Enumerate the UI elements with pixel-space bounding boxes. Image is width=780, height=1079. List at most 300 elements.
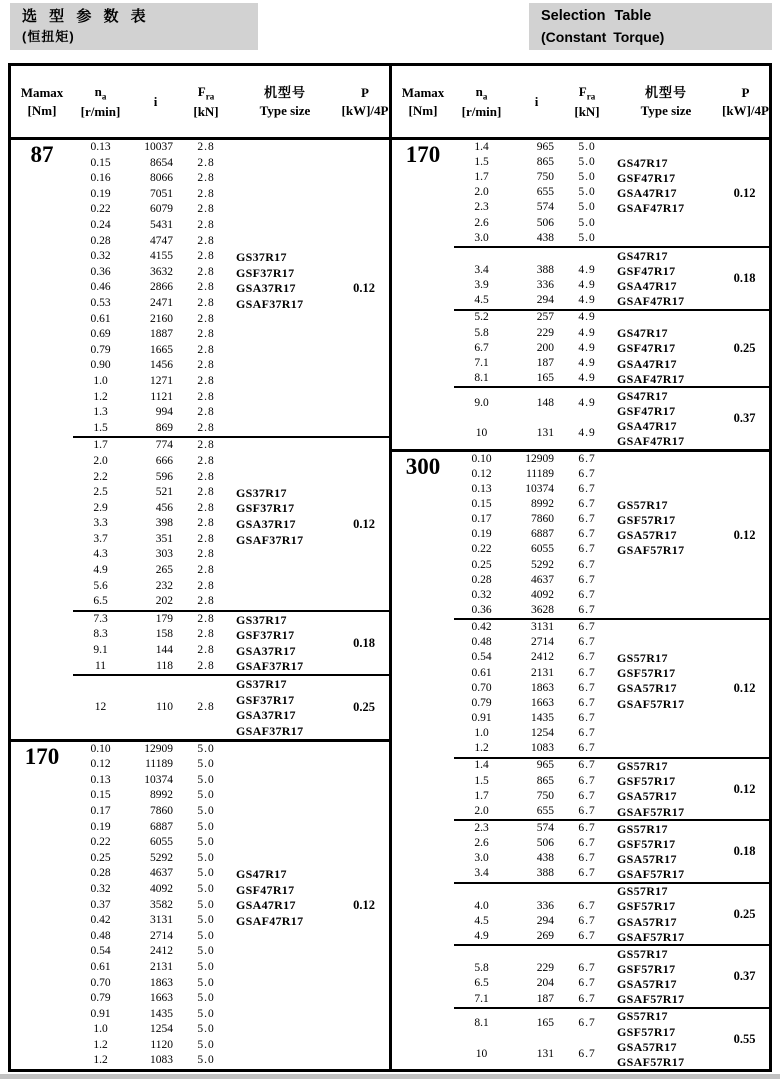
torque-block bbox=[454, 882, 769, 945]
fra-cell: 5.0 bbox=[197, 1023, 215, 1036]
type-cell: GSF57R17 bbox=[617, 962, 676, 977]
fra-cell: 6.7 bbox=[578, 789, 596, 802]
table-row bbox=[73, 579, 389, 595]
fra-cell: 2.8 bbox=[197, 517, 215, 530]
type-cell: GS47R17 bbox=[236, 867, 287, 882]
fra-cell: 6.7 bbox=[578, 636, 596, 649]
table-row bbox=[73, 358, 389, 374]
na-cell: 1.3 bbox=[93, 406, 108, 419]
i-cell: 294 bbox=[536, 294, 554, 307]
type-cell: GSA37R17 bbox=[236, 708, 296, 723]
i-cell: 4092 bbox=[150, 882, 173, 895]
i-cell: 2714 bbox=[531, 636, 554, 649]
i-span-value: 165 bbox=[536, 1017, 554, 1030]
type-cell: GSA57R17 bbox=[617, 914, 677, 929]
i-cell: 3582 bbox=[150, 898, 173, 911]
table-row bbox=[73, 804, 389, 820]
fra-cell: 6.7 bbox=[578, 837, 596, 850]
na-cell: 2.5 bbox=[93, 486, 108, 499]
col-header-mamax: Mamax [Nm] bbox=[401, 84, 445, 118]
na-cell: 1.7 bbox=[93, 439, 108, 452]
col-header-fra: $F_{ra}$ [kN] bbox=[574, 83, 600, 119]
na-cell: 0.22 bbox=[471, 543, 492, 556]
type-cell: GSAF37R17 bbox=[236, 296, 304, 311]
i-cell: 1663 bbox=[150, 992, 173, 1005]
na-cell: 2.9 bbox=[93, 501, 108, 514]
type-cell: GSAF37R17 bbox=[236, 659, 304, 674]
type-cell: GSF37R17 bbox=[236, 628, 295, 643]
torque-block bbox=[454, 452, 769, 619]
fra-cell: 2.8 bbox=[197, 281, 215, 294]
fra-cell: 5.0 bbox=[197, 960, 215, 973]
fra-cell: 2.8 bbox=[197, 172, 215, 185]
na-span-value: 10 bbox=[475, 426, 488, 439]
i-cell: 4155 bbox=[150, 250, 173, 263]
na-cell: 4.5 bbox=[474, 294, 489, 307]
type-cell: GSAF37R17 bbox=[236, 723, 304, 738]
p-span-value: 0.12 bbox=[353, 280, 375, 295]
i-span-value: 110 bbox=[156, 700, 173, 713]
table-row bbox=[454, 666, 769, 681]
i-cell: 438 bbox=[536, 231, 554, 244]
type-cell: GSA47R17 bbox=[236, 898, 296, 913]
table-row bbox=[73, 187, 389, 203]
fra-cell: 5.0 bbox=[578, 231, 596, 244]
na-cell: 6.5 bbox=[474, 977, 489, 990]
na-cell: 3.9 bbox=[474, 279, 489, 292]
na-cell: 2.0 bbox=[474, 186, 489, 199]
table-row bbox=[73, 156, 389, 172]
fra-cell: 5.0 bbox=[197, 836, 215, 849]
na-cell: 0.70 bbox=[471, 681, 492, 694]
na-cell: 4.9 bbox=[93, 564, 108, 577]
table-row bbox=[73, 296, 389, 312]
p-span-value: 0.12 bbox=[353, 898, 375, 913]
type-cell: GSA37R17 bbox=[236, 643, 296, 658]
na-cell: 1.2 bbox=[93, 390, 108, 403]
mamax-value: 300 bbox=[405, 453, 441, 479]
type-cell: GSA47R17 bbox=[617, 356, 677, 371]
fra-cell: 4.9 bbox=[578, 326, 596, 339]
table-row bbox=[73, 405, 389, 421]
i-cell: 1271 bbox=[150, 374, 173, 387]
na-cell: 4.0 bbox=[474, 899, 489, 912]
na-cell: 11 bbox=[94, 659, 107, 672]
type-cell: GSF47R17 bbox=[617, 403, 676, 418]
i-cell: 8654 bbox=[150, 156, 173, 169]
i-cell: 1121 bbox=[150, 390, 173, 403]
i-cell: 438 bbox=[536, 852, 554, 865]
i-cell: 2866 bbox=[150, 281, 173, 294]
i-cell: 165 bbox=[536, 371, 554, 384]
table-row bbox=[73, 249, 389, 265]
type-cell: GSAF47R17 bbox=[617, 434, 685, 449]
type-cell: GS47R17 bbox=[617, 248, 668, 263]
fra-cell: 2.8 bbox=[197, 250, 215, 263]
table-row bbox=[73, 882, 389, 898]
type-cell: GSF37R17 bbox=[236, 501, 295, 516]
fra-cell: 5.0 bbox=[197, 945, 215, 958]
type-cell: GS57R17 bbox=[617, 1009, 668, 1024]
torque-block bbox=[73, 610, 389, 674]
mamax-column bbox=[11, 742, 73, 1069]
i-cell: 506 bbox=[536, 216, 554, 229]
fra-cell: 6.7 bbox=[578, 573, 596, 586]
p-span-value: 0.12 bbox=[733, 681, 756, 696]
fra-cell: 2.8 bbox=[197, 644, 215, 657]
i-cell: 1435 bbox=[531, 712, 554, 725]
i-cell: 1863 bbox=[531, 681, 554, 694]
table-row bbox=[454, 497, 769, 512]
table-row bbox=[454, 170, 769, 185]
i-cell: 965 bbox=[536, 759, 554, 772]
i-cell: 865 bbox=[536, 155, 554, 168]
type-cell: GS57R17 bbox=[617, 651, 668, 666]
i-span-value: 131 bbox=[536, 1047, 554, 1060]
table-row bbox=[73, 835, 389, 851]
table-row bbox=[454, 636, 769, 651]
fra-cell: 2.8 bbox=[197, 564, 215, 577]
na-cell: 1.5 bbox=[474, 774, 489, 787]
na-cell: 0.91 bbox=[90, 1007, 111, 1020]
type-cell: GSF37R17 bbox=[236, 692, 295, 707]
fra-cell: 2.8 bbox=[197, 421, 215, 434]
na-cell: 9.1 bbox=[93, 644, 108, 657]
torque-block bbox=[454, 618, 769, 756]
table-row bbox=[73, 547, 389, 563]
p-span-value: 0.37 bbox=[733, 969, 756, 984]
table-row bbox=[73, 202, 389, 218]
i-cell: 865 bbox=[536, 774, 554, 787]
i-cell: 10037 bbox=[144, 141, 173, 154]
type-cell: GSA47R17 bbox=[617, 185, 677, 200]
i-cell: 1083 bbox=[531, 742, 554, 755]
i-cell: 294 bbox=[536, 914, 554, 927]
type-cell: GSF47R17 bbox=[617, 341, 676, 356]
i-cell: 398 bbox=[155, 517, 173, 530]
na-cell: 0.42 bbox=[90, 914, 111, 927]
fra-cell: 4.9 bbox=[578, 279, 596, 292]
na-cell: 7.3 bbox=[93, 612, 108, 625]
na-cell: 2.3 bbox=[474, 201, 489, 214]
na-cell: 0.15 bbox=[90, 156, 111, 169]
table-row bbox=[73, 454, 389, 470]
fra-cell: 5.0 bbox=[197, 882, 215, 895]
i-cell: 10374 bbox=[144, 773, 173, 786]
type-cell: GSA57R17 bbox=[617, 681, 677, 696]
table-row bbox=[454, 201, 769, 216]
torque-block bbox=[454, 309, 769, 387]
table-row bbox=[73, 501, 389, 517]
table-row bbox=[73, 234, 389, 250]
fra-cell: 5.0 bbox=[197, 773, 215, 786]
table-row bbox=[454, 573, 769, 588]
fra-cell: 2.8 bbox=[197, 234, 215, 247]
i-cell: 506 bbox=[536, 837, 554, 850]
na-cell: 0.53 bbox=[90, 296, 111, 309]
fra-cell: 2.8 bbox=[197, 454, 215, 467]
chinese-title-box bbox=[10, 3, 258, 50]
fra-cell: 2.8 bbox=[197, 470, 215, 483]
table-row bbox=[454, 512, 769, 527]
table-row bbox=[454, 216, 769, 231]
na-cell: 0.28 bbox=[90, 234, 111, 247]
i-cell: 12909 bbox=[525, 452, 554, 465]
table-row bbox=[73, 929, 389, 945]
na-cell: 4.5 bbox=[474, 914, 489, 927]
type-cell: GSA57R17 bbox=[617, 977, 677, 992]
fra-cell: 6.7 bbox=[578, 962, 596, 975]
mamax-value: 170 bbox=[405, 142, 441, 167]
i-cell: 1254 bbox=[150, 1023, 173, 1036]
fra-cell: 6.7 bbox=[578, 992, 596, 1005]
fra-cell: 6.7 bbox=[578, 852, 596, 865]
table-left-half bbox=[11, 66, 389, 1069]
fra-cell: 5.0 bbox=[197, 789, 215, 802]
table-row bbox=[454, 326, 769, 341]
english-title-box bbox=[529, 3, 772, 50]
mamax-group bbox=[392, 140, 769, 449]
i-cell: 158 bbox=[155, 628, 173, 641]
fra-cell: 6.7 bbox=[578, 742, 596, 755]
fra-cell: 2.8 bbox=[197, 328, 215, 341]
fra-cell: 5.0 bbox=[197, 1054, 215, 1067]
fra-cell: 4.9 bbox=[578, 356, 596, 369]
table-row bbox=[73, 851, 389, 867]
type-cell: GSAF47R17 bbox=[236, 913, 304, 928]
i-cell: 6079 bbox=[150, 203, 173, 216]
na-cell: 0.79 bbox=[471, 696, 492, 709]
i-cell: 388 bbox=[536, 867, 554, 880]
na-cell: 0.25 bbox=[471, 558, 492, 571]
type-cell: GSAF47R17 bbox=[617, 371, 685, 386]
i-cell: 388 bbox=[536, 263, 554, 276]
block-stack bbox=[454, 452, 769, 1070]
table-row bbox=[73, 975, 389, 991]
fra-cell: 5.0 bbox=[197, 898, 215, 911]
fra-cell: 6.7 bbox=[578, 467, 596, 480]
i-cell: 303 bbox=[155, 548, 173, 561]
na-cell: 0.54 bbox=[471, 651, 492, 664]
table-row bbox=[73, 773, 389, 789]
na-cell: 0.25 bbox=[90, 851, 111, 864]
i-cell: 5292 bbox=[150, 851, 173, 864]
p-span-value: 0.18 bbox=[733, 271, 756, 286]
i-cell: 204 bbox=[536, 977, 554, 990]
type-cell: GS47R17 bbox=[617, 155, 668, 170]
i-cell: 118 bbox=[156, 659, 173, 672]
na-cell: 1.0 bbox=[93, 1023, 108, 1036]
fra-cell: 6.7 bbox=[578, 666, 596, 679]
fra-cell: 2.8 bbox=[197, 579, 215, 592]
table-row bbox=[73, 327, 389, 343]
table-right-half bbox=[389, 66, 769, 1069]
torque-block bbox=[73, 674, 389, 738]
na-cell: 6.7 bbox=[474, 341, 489, 354]
na-cell: 0.10 bbox=[90, 742, 111, 755]
type-cell: GSF57R17 bbox=[617, 666, 676, 681]
table-row bbox=[73, 343, 389, 359]
i-cell: 202 bbox=[155, 595, 173, 608]
i-cell: 1663 bbox=[531, 696, 554, 709]
na-cell: 0.54 bbox=[90, 945, 111, 958]
i-cell: 774 bbox=[155, 439, 173, 452]
na-cell: 4.3 bbox=[93, 548, 108, 561]
i-cell: 2160 bbox=[150, 312, 173, 325]
fra-cell: 6.7 bbox=[578, 498, 596, 511]
i-cell: 2471 bbox=[150, 296, 173, 309]
i-cell: 3131 bbox=[531, 621, 554, 634]
table-row bbox=[454, 140, 769, 155]
i-cell: 3131 bbox=[150, 914, 173, 927]
fra-cell: 6.7 bbox=[578, 604, 596, 617]
fra-cell: 2.8 bbox=[197, 203, 215, 216]
i-cell: 3628 bbox=[531, 604, 554, 617]
table-row bbox=[73, 757, 389, 773]
mamax-group bbox=[11, 140, 389, 739]
fra-cell: 5.0 bbox=[197, 742, 215, 755]
fra-cell: 5.0 bbox=[197, 867, 215, 880]
table-row bbox=[73, 421, 389, 437]
fra-cell: 4.9 bbox=[578, 371, 596, 384]
i-cell: 5292 bbox=[531, 558, 554, 571]
table-header bbox=[392, 66, 769, 140]
torque-block bbox=[73, 140, 389, 436]
na-cell: 1.0 bbox=[474, 727, 489, 740]
i-cell: 11189 bbox=[526, 467, 554, 480]
fra-cell: 5.0 bbox=[197, 914, 215, 927]
fra-cell: 5.0 bbox=[197, 929, 215, 942]
na-cell: 3.7 bbox=[93, 532, 108, 545]
na-cell: 0.46 bbox=[90, 281, 111, 294]
fra-cell: 2.8 bbox=[197, 548, 215, 561]
table-body-right bbox=[392, 140, 769, 1069]
fra-cell: 6.7 bbox=[578, 867, 596, 880]
fra-cell: 2.8 bbox=[197, 296, 215, 309]
na-cell: 2.0 bbox=[474, 804, 489, 817]
na-cell: 0.19 bbox=[471, 528, 492, 541]
i-cell: 596 bbox=[155, 470, 173, 483]
page-title-en: Selection Table bbox=[541, 7, 652, 24]
i-cell: 666 bbox=[155, 454, 173, 467]
page-subtitle-zh: (恒扭矩) bbox=[22, 28, 75, 44]
na-cell: 0.42 bbox=[471, 621, 492, 634]
table-row bbox=[73, 991, 389, 1007]
na-cell: 1.7 bbox=[474, 171, 489, 184]
na-cell: 2.0 bbox=[93, 454, 108, 467]
table-row bbox=[73, 563, 389, 579]
fra-cell: 2.8 bbox=[197, 659, 215, 672]
i-cell: 144 bbox=[155, 644, 173, 657]
na-cell: 0.28 bbox=[90, 867, 111, 880]
na-cell: 3.3 bbox=[93, 517, 108, 530]
i-cell: 655 bbox=[536, 186, 554, 199]
i-cell: 269 bbox=[536, 929, 554, 942]
i-cell: 6055 bbox=[150, 836, 173, 849]
na-cell: 0.79 bbox=[90, 343, 111, 356]
na-cell: 0.90 bbox=[90, 359, 111, 372]
block-stack bbox=[454, 140, 769, 449]
col-header-na: $n_a$ [r/min] bbox=[80, 83, 121, 119]
p-span-value: 0.18 bbox=[353, 635, 375, 650]
col-header-type-size: 机型号 Type size bbox=[640, 84, 692, 118]
i-cell: 6055 bbox=[531, 543, 554, 556]
type-cell: GSF57R17 bbox=[617, 1024, 676, 1039]
type-cell: GSAF57R17 bbox=[617, 992, 685, 1007]
i-cell: 1456 bbox=[150, 359, 173, 372]
fra-cell: 6.7 bbox=[578, 543, 596, 556]
fra-cell: 2.8 bbox=[197, 439, 215, 452]
table-row bbox=[73, 218, 389, 234]
i-span-value: 148 bbox=[536, 396, 554, 409]
col-header-mamax: Mamax [Nm] bbox=[20, 84, 64, 118]
na-span-value: 12 bbox=[94, 700, 107, 713]
type-cell: GSF57R17 bbox=[617, 836, 676, 851]
fra-span-value: 6.7 bbox=[578, 1047, 596, 1060]
na-cell: 4.9 bbox=[474, 929, 489, 942]
na-cell: 7.1 bbox=[474, 356, 489, 369]
na-span-value: 9.0 bbox=[474, 396, 489, 409]
i-cell: 11189 bbox=[145, 758, 173, 771]
mamax-column bbox=[392, 140, 454, 449]
na-span-value: 8.1 bbox=[474, 1017, 489, 1030]
i-cell: 4637 bbox=[531, 573, 554, 586]
table-row bbox=[73, 913, 389, 929]
table-row bbox=[73, 960, 389, 976]
na-cell: 1.4 bbox=[474, 140, 489, 153]
table-row bbox=[454, 452, 769, 467]
i-cell: 12909 bbox=[144, 742, 173, 755]
table-row bbox=[454, 726, 769, 741]
i-cell: 229 bbox=[536, 326, 554, 339]
table-row bbox=[73, 438, 389, 454]
selection-table bbox=[8, 63, 772, 1072]
i-cell: 3632 bbox=[150, 265, 173, 278]
fra-cell: 2.8 bbox=[197, 156, 215, 169]
i-cell: 965 bbox=[536, 140, 554, 153]
i-cell: 4092 bbox=[531, 588, 554, 601]
na-cell: 0.19 bbox=[90, 187, 111, 200]
na-cell: 5.8 bbox=[474, 326, 489, 339]
col-header-power: P [kW]/4P bbox=[341, 84, 389, 118]
i-cell: 1887 bbox=[150, 328, 173, 341]
table-row bbox=[454, 711, 769, 726]
i-cell: 2131 bbox=[531, 666, 554, 679]
table-row bbox=[454, 588, 769, 603]
na-cell: 0.79 bbox=[90, 992, 111, 1005]
fra-cell: 6.7 bbox=[578, 681, 596, 694]
page-subtitle-en: (Constant Torque) bbox=[541, 28, 665, 45]
i-cell: 7860 bbox=[531, 513, 554, 526]
i-cell: 869 bbox=[155, 421, 173, 434]
fra-cell: 6.7 bbox=[578, 621, 596, 634]
na-cell: 0.12 bbox=[471, 467, 492, 480]
fra-cell: 5.0 bbox=[197, 851, 215, 864]
fra-cell: 4.9 bbox=[578, 294, 596, 307]
na-span-value: 10 bbox=[475, 1047, 488, 1060]
fra-span-value: 2.8 bbox=[197, 700, 215, 713]
table-row bbox=[73, 1053, 389, 1069]
i-cell: 187 bbox=[536, 356, 554, 369]
i-cell: 4637 bbox=[150, 867, 173, 880]
table-row bbox=[454, 231, 769, 246]
type-cell: GSAF57R17 bbox=[617, 543, 685, 558]
type-cell: GSF57R17 bbox=[617, 512, 676, 527]
col-header-ratio: i bbox=[534, 93, 539, 109]
table-row bbox=[73, 742, 389, 758]
na-cell: 0.17 bbox=[471, 513, 492, 526]
na-cell: 3.4 bbox=[474, 263, 489, 276]
